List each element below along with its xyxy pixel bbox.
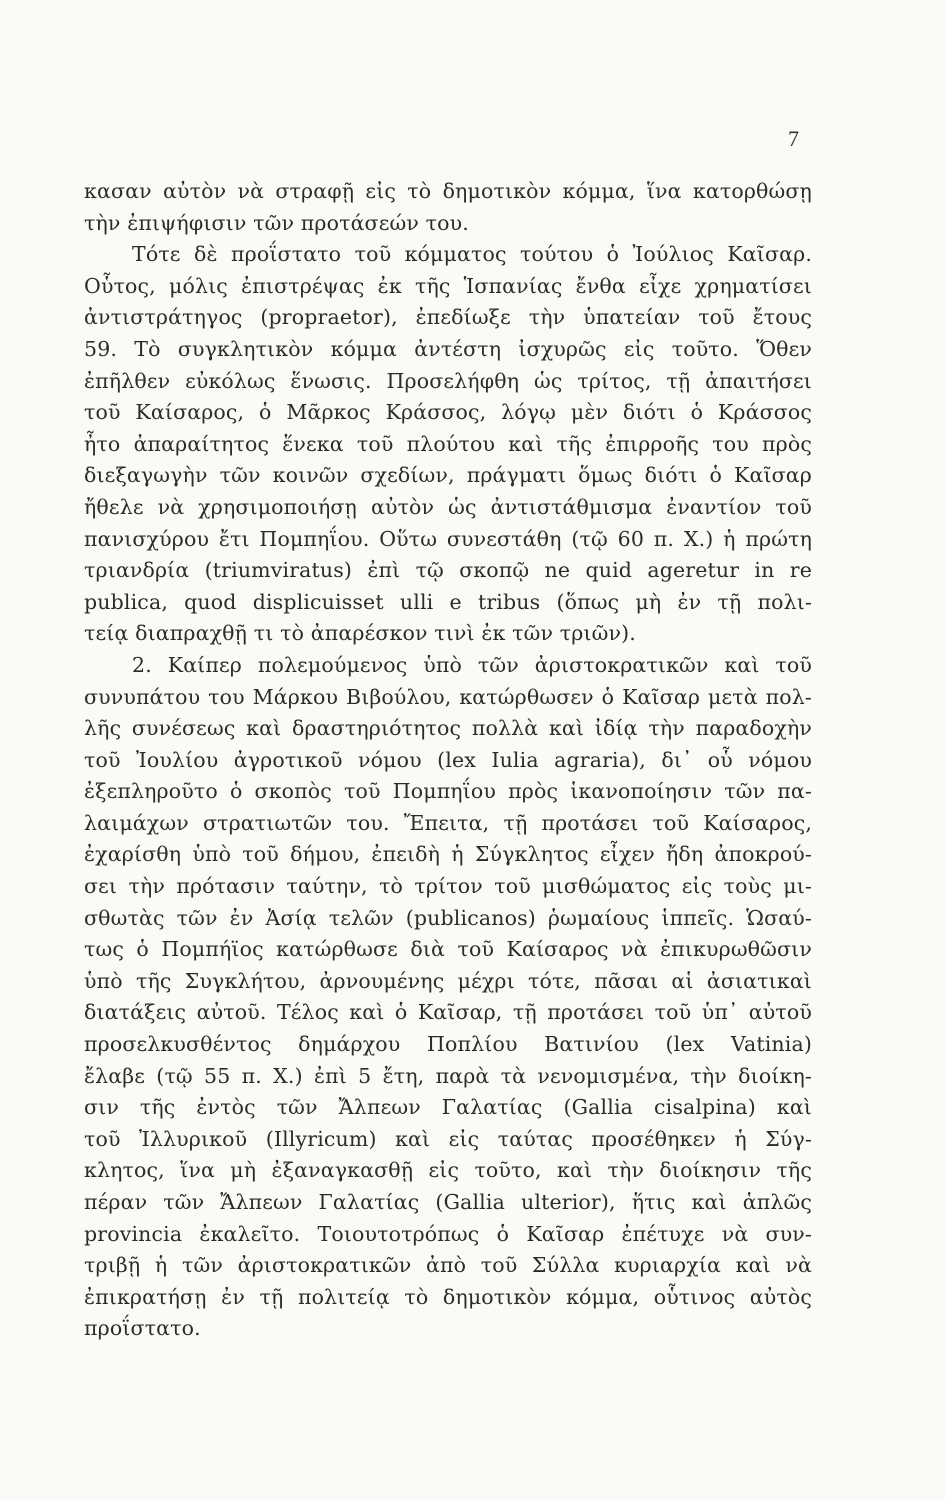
text-line: τοῦ Ἰλλυρικοῦ (Illyricum) καὶ εἰς ταύτας προσέθηκεν ἡ Σύγ-	[84, 1126, 812, 1151]
text-line: τοῦ Ἰουλίου ἀγροτικοῦ νόμου (lex Iulia agraria), δι᾽ οὗ νόμου	[84, 747, 812, 772]
text-line: ἦτο ἀπαραίτητος ἕνεκα τοῦ πλούτου καὶ τῆς ἐπιρροῆς του πρὸς	[84, 431, 812, 456]
text-line: τοῦ Καίσαρος, ὁ Μᾶρκος Κράσσος, λόγῳ μὲν διότι ὁ Κράσσος	[84, 400, 812, 425]
text-line: ἤθελε νὰ χρησιμοποιήσῃ αὐτὸν ὡς ἀντιστάθμισμα ἐναντίον τοῦ	[84, 494, 812, 519]
text-line: ἐπικρατήσῃ ἐν τῇ πολιτείᾳ τὸ δημοτικὸν κόμμα, οὗτινος αὐτὸς	[84, 1284, 812, 1309]
text-line: ἐχαρίσθη ὑπὸ τοῦ δήμου, ἐπειδὴ ἡ Σύγκλητος εἶχεν ἤδη ἀποκρού-	[84, 842, 812, 867]
text-line: Τότε δὲ προΐστατο τοῦ κόμματος τούτου ὁ Ἰούλιος Καῖσαρ.	[132, 242, 812, 267]
text-line: προΐστατο.	[84, 1316, 201, 1341]
page-number: 7	[788, 126, 799, 151]
text-line: σει τὴν πρότασιν ταύτην, τὸ τρίτον τοῦ μισθώματος εἰς τοὺς μι-	[84, 874, 812, 899]
text-line: πέραν τῶν Ἄλπεων Γαλατίας (Gallia ulterior), ἥτις καὶ ἁπλῶς	[84, 1190, 812, 1214]
text-line: διατάξεις αὐτοῦ. Τέλος καὶ ὁ Καῖσαρ, τῇ προτάσει τοῦ ὑπ᾽ αὐτοῦ	[84, 1000, 812, 1025]
text-line: 59. Τὸ συγκλητικὸν κόμμα ἀντέστη ἰσχυρῶς εἰς τοῦτο. Ὅθεν	[84, 336, 812, 361]
text-line: σιν τῆς ἐντὸς τῶν Ἄλπεων Γαλατίας (Gallia cisalpina) καὶ	[84, 1095, 812, 1120]
text-line: τριανδρία (triumviratus) ἐπὶ τῷ σκοπῷ ne quid ageretur in re	[84, 558, 812, 583]
text-line: τριβῇ ἡ τῶν ἀριστοκρατικῶν ἀπὸ τοῦ Σύλλα κυριαρχία καὶ νὰ	[84, 1253, 812, 1278]
text-line: τως ὁ Πομπήϊος κατώρθωσε διὰ τοῦ Καίσαρος νὰ ἐπικυρωθῶσιν	[84, 937, 812, 962]
text-line: ἔλαβε (τῷ 55 π. Χ.) ἐπὶ 5 ἔτη, παρὰ τὰ νενομισμένα, τὴν διοίκη-	[84, 1063, 812, 1088]
text-line: τὴν ἐπιψήφισιν τῶν προτάσεών του.	[84, 210, 469, 235]
text-line: συνυπάτου του Μάρκου Βιβούλου, κατώρθωσεν ὁ Καῖσαρ μετὰ πολ-	[84, 684, 812, 709]
text-line: σθωτὰς τῶν ἐν Ἀσίᾳ τελῶν (publicanos) ῥωμαίους ἱππεῖς. Ὡσαύ-	[84, 905, 812, 930]
text-line: λαιμάχων στρατιωτῶν του. Ἔπειτα, τῇ προτάσει τοῦ Καίσαρος,	[84, 810, 812, 835]
text-line: Οὗτος, μόλις ἐπιστρέψας ἐκ τῆς Ἱσπανίας ἔνθα εἶχε χρηματίσει	[84, 273, 812, 298]
text-line: 2. Καίπερ πολεμούμενος ὑπὸ τῶν ἀριστοκρατικῶν καὶ τοῦ	[132, 652, 812, 677]
text-line: ἐξεπληροῦτο ὁ σκοπὸς τοῦ Πομπηΐου πρὸς ἱκανοποίησιν τῶν πα-	[84, 779, 812, 804]
text-line: κλητος, ἵνα μὴ ἐξαναγκασθῇ εἰς τοῦτο, καὶ τὴν διοίκησιν τῆς	[84, 1158, 812, 1183]
text-line: κασαν αὐτὸν νὰ στραφῇ εἰς τὸ δημοτικὸν κόμμα, ἵνα κατορθώσῃ	[84, 179, 812, 203]
text-line: publica, quod displicuisset ulli e tribus (ὅπως μὴ ἐν τῇ πολι-	[84, 589, 812, 614]
text-line: λῆς συνέσεως καὶ δραστηριότητος πολλὰ καὶ ἰδίᾳ τὴν παραδοχὴν	[84, 716, 812, 741]
text-line: διεξαγωγὴν τῶν κοινῶν σχεδίων, πράγματι ὅμως διότι ὁ Καῖσαρ	[84, 463, 812, 488]
text-line: ὑπὸ τῆς Συγκλήτου, ἀρνουμένης μέχρι τότε, πᾶσαι αἱ ἀσιατικαὶ	[84, 968, 812, 993]
text-line: προσελκυσθέντος δημάρχου Ποπλίου Βατινίου (lex Vatinia)	[84, 1032, 812, 1057]
text-line: ἀντιστράτηγος (propraetor), ἐπεδίωξε τὴν ὑπατείαν τοῦ ἔτους	[84, 305, 812, 330]
text-line: τείᾳ διαπραχθῇ τι τὸ ἀπαρέσκον τινὶ ἐκ τῶν τριῶν).	[84, 621, 636, 646]
text-line: πανισχύρου ἔτι Πομπηΐου. Οὕτω συνεστάθη (τῷ 60 π. Χ.) ἡ πρώτη	[84, 526, 812, 551]
text-line: ἐπῆλθεν εὐκόλως ἕνωσις. Προσελήφθη ὡς τρίτος, τῇ ἀπαιτήσει	[84, 368, 812, 393]
body-text	[84, 176, 812, 1345]
text-line: provincia ἐκαλεῖτο. Τοιουτοτρόπως ὁ Καῖσαρ ἐπέτυχε νὰ συν-	[84, 1221, 812, 1246]
